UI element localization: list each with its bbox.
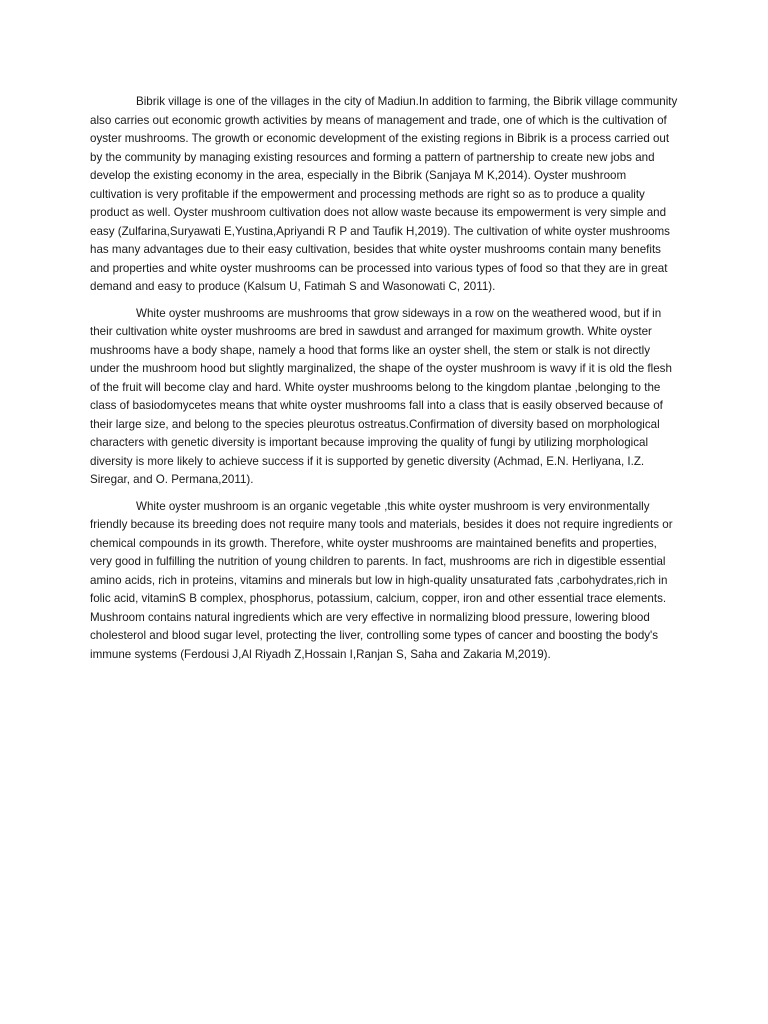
paragraph-2: White oyster mushrooms are mushrooms that grow sideways in a row on the weathered wood, but if in their cultivation white oyster mushrooms are bred in sawdust and arranged for maximum growth. White oyster mushrooms have a body shape, namely a hood that forms like an oyster shell, the stem or stalk is not directly under the mushroom hood but slightly marginalized, the shape of the oyster mushroom is wavy if it is old the flesh of the fruit will become clay and hard. White oyster mushrooms belong to the kingdom plantae ,belonging to the class of basiodomycetes means that white oyster mushrooms fall into a class that is easily observed because of their large size, and belong to the species pleurotus ostreatus.Confirmation of diversity based on morphological characters with genetic diversity is important because improving the quality of fungi by utilizing morphological diversity is more likely to achieve success if it is supported by genetic diversity (Achmad, E.N. Herliyana, I.Z. Siregar, and O. Permana,2011). [90,306,672,486]
document-body [90,93,680,672]
paragraph-1: Bibrik village is one of the villages in the city of Madiun.In addition to farming, the Bibrik village community also carries out economic growth activities by means of management and trade, one of which is the cultivation of oyster mushrooms. The growth or economic development of the existing regions in Bibrik is a process carried out by the community by managing existing resources and forming a pattern of partnership to create new jobs and develop the existing economy in the area, especially in the Bibrik (Sanjaya M K,2014). Oyster mushroom cultivation is very profitable if the empowerment and processing methods are right so as to produce a quality product as well. Oyster mushroom cultivation does not allow waste because its empowerment is very simple and easy (Zulfarina,Suryawati E,Yustina,Apriyandi R P and Taufik H,2019). The cultivation of white oyster mushrooms has many advantages due to their easy cultivation, besides that white oyster mushrooms contain many benefits and properties and white oyster mushrooms can be processed into various types of food so that they are in great demand and easy to produce (Kalsum U, Fatimah S and Wasonowati C, 2011). [90,95,678,293]
paragraph-3: White oyster mushroom is an organic vegetable ,this white oyster mushroom is very environmentally friendly because its breeding does not require many tools and materials, besides it does not require ingredients or chemical compounds in its growth. Therefore, white oyster mushrooms are maintained benefits and properties, very good in fulfilling the nutrition of young children to parents. In fact, mushrooms are rich in digestible essential amino acids, rich in proteins, vitamins and minerals but low in high-quality unsaturated fats ,carbohydrates,rich in folic acid, vitaminS B complex, phosphorus, potassium, calcium, copper, iron and other essential trace elements. Mushroom contains natural ingredients which are very effective in normalizing blood pressure, lowering blood cholesterol and blood sugar level, protecting the liver, controlling some types of cancer and boosting the body's immune systems (Ferdousi J,Al Riyadh Z,Hossain I,Ranjan S, Saha and Zakaria M,2019). [90,499,673,661]
